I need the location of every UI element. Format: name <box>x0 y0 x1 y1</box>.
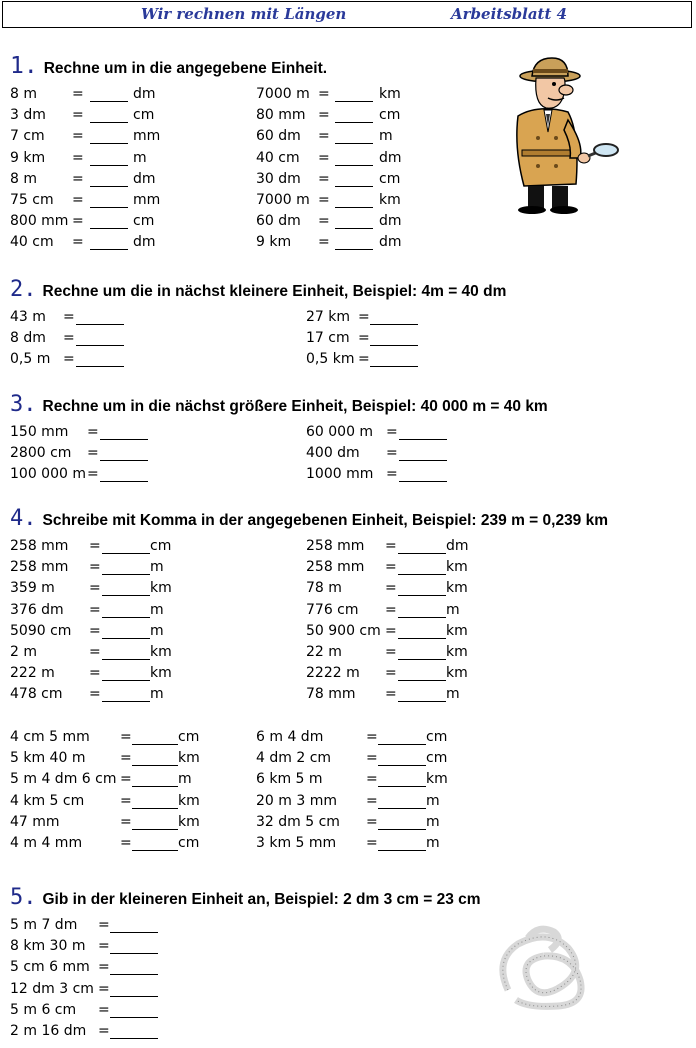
quantity: 43 m <box>10 309 46 325</box>
quantity: 8 km 30 m <box>10 938 86 955</box>
quantity: 400 dm <box>306 445 360 462</box>
quantity: 800 mm <box>10 213 69 230</box>
answer-blank[interactable] <box>378 795 426 809</box>
target-unit: cm <box>178 835 200 851</box>
equals-sign: = <box>72 107 84 124</box>
answer-blank[interactable] <box>132 752 178 766</box>
answer-blank[interactable] <box>90 173 128 187</box>
quantity: 4 dm 2 cm <box>256 750 332 767</box>
target-unit: cm <box>379 170 401 187</box>
section-2-number: 2. <box>10 277 37 302</box>
target-unit: cm <box>150 538 172 554</box>
target-unit: mm <box>133 192 161 208</box>
target-unit: dm <box>133 170 156 187</box>
answer-blank[interactable] <box>100 426 148 440</box>
equals-sign: = <box>318 170 330 187</box>
quantity: 3 dm <box>10 107 46 124</box>
quantity: 32 dm 5 cm <box>256 813 340 830</box>
equals-sign: = <box>87 445 99 462</box>
answer-blank[interactable] <box>90 109 128 123</box>
quantity: 6 km 5 m <box>256 771 323 788</box>
quantity: 150 mm <box>10 424 69 440</box>
answer-blank[interactable] <box>102 688 150 702</box>
answer-blank[interactable] <box>132 816 178 830</box>
section-1-title: Rechne um in die angegebene Einheit. <box>43 60 328 77</box>
answer-blank[interactable] <box>335 88 373 102</box>
quantity: 222 m <box>10 665 55 682</box>
quantity: 100 000 m <box>10 466 86 483</box>
equals-sign: = <box>63 330 75 347</box>
quantity: 12 dm 3 cm <box>10 980 94 997</box>
answer-blank[interactable] <box>132 731 178 745</box>
answer-blank[interactable] <box>102 667 150 681</box>
equals-sign: = <box>120 835 132 851</box>
quantity: 50 900 cm <box>306 622 381 639</box>
quantity: 17 cm <box>306 330 350 347</box>
equals-sign: = <box>72 86 84 102</box>
answer-blank[interactable] <box>90 236 128 250</box>
equals-sign: = <box>318 107 330 124</box>
answer-blank[interactable] <box>100 447 148 461</box>
equals-sign: = <box>385 665 397 682</box>
quantity: 258 mm <box>10 559 69 576</box>
section-2-heading <box>10 277 506 302</box>
equals-sign: = <box>72 128 84 145</box>
equals-sign: = <box>98 1023 110 1039</box>
equals-sign: = <box>72 213 84 230</box>
answer-blank[interactable] <box>110 940 158 954</box>
equals-sign: = <box>120 729 132 745</box>
answer-blank[interactable] <box>110 961 158 975</box>
quantity: 5 cm 6 mm <box>10 959 90 976</box>
target-unit: m <box>426 813 440 830</box>
equals-sign: = <box>358 309 370 325</box>
answer-blank[interactable] <box>335 109 373 123</box>
equals-sign: = <box>98 917 110 933</box>
equals-sign: = <box>318 192 330 208</box>
quantity: 7000 m <box>256 192 310 208</box>
equals-sign: = <box>87 466 99 483</box>
section-1-heading <box>10 53 327 79</box>
answer-blank[interactable] <box>370 353 418 367</box>
target-unit: km <box>150 580 172 597</box>
answer-blank[interactable] <box>370 311 418 325</box>
equals-sign: = <box>366 813 378 830</box>
answer-blank[interactable] <box>399 447 447 461</box>
quantity: 3 km 5 mm <box>256 835 337 851</box>
target-unit: m <box>426 792 440 809</box>
quantity: 7 cm <box>10 128 45 145</box>
equals-sign: = <box>385 622 397 639</box>
section-4-number: 4. <box>10 506 37 531</box>
answer-blank[interactable] <box>102 582 150 596</box>
measuring-tape-illustration <box>488 920 596 1016</box>
quantity: 376 dm <box>10 601 64 618</box>
answer-blank[interactable] <box>102 646 150 660</box>
equals-sign: = <box>318 86 330 102</box>
worksheet-title: Wir rechnen mit Längen <box>141 5 347 23</box>
quantity: 60 dm <box>256 128 301 145</box>
answer-blank[interactable] <box>90 152 128 166</box>
equals-sign: = <box>318 128 330 145</box>
section-2-title: Rechne um die in nächst kleinere Einheit, Beispiel: 4m = 40 dm <box>42 283 507 300</box>
answer-blank[interactable] <box>398 561 446 575</box>
quantity: 2 m 16 dm <box>10 1023 87 1039</box>
answer-blank[interactable] <box>132 773 178 787</box>
answer-blank[interactable] <box>378 731 426 745</box>
answer-blank[interactable] <box>90 130 128 144</box>
answer-blank[interactable] <box>132 837 178 851</box>
equals-sign: = <box>89 686 101 703</box>
quantity: 4 m 4 mm <box>10 835 83 851</box>
quantity: 2 m <box>10 644 37 660</box>
target-unit: km <box>379 192 401 208</box>
quantity: 7000 m <box>256 86 310 102</box>
equals-sign: = <box>120 750 132 767</box>
equals-sign: = <box>366 771 378 788</box>
quantity: 258 mm <box>306 538 365 554</box>
answer-blank[interactable] <box>378 816 426 830</box>
quantity: 40 cm <box>10 234 54 251</box>
target-unit: mm <box>133 128 161 145</box>
equals-sign: = <box>89 580 101 597</box>
answer-blank[interactable] <box>90 215 128 229</box>
target-unit: km <box>150 644 172 660</box>
section-5-title: Gib in der kleineren Einheit an, Beispiel: 2 dm 3 cm = 23 cm <box>42 891 481 908</box>
answer-blank[interactable] <box>110 1004 158 1018</box>
answer-blank[interactable] <box>399 426 447 440</box>
quantity: 478 cm <box>10 686 63 703</box>
quantity: 60 dm <box>256 213 301 230</box>
target-unit: cm <box>178 729 200 745</box>
answer-blank[interactable] <box>335 215 373 229</box>
target-unit: km <box>178 750 200 767</box>
equals-sign: = <box>120 813 132 830</box>
worksheet-header <box>2 1 692 28</box>
equals-sign: = <box>98 959 110 976</box>
answer-blank[interactable] <box>398 625 446 639</box>
answer-blank[interactable] <box>378 837 426 851</box>
equals-sign: = <box>385 644 397 660</box>
quantity: 40 cm <box>256 149 300 166</box>
answer-blank[interactable] <box>335 152 373 166</box>
section-3-number: 3. <box>10 392 37 417</box>
quantity: 20 m 3 mm <box>256 792 337 809</box>
equals-sign: = <box>385 580 397 597</box>
target-unit: km <box>446 665 468 682</box>
target-unit: m <box>446 686 460 703</box>
target-unit: km <box>379 86 401 102</box>
answer-blank[interactable] <box>110 1025 158 1039</box>
quantity: 8 dm <box>10 330 46 347</box>
section-3-heading <box>10 392 548 417</box>
equals-sign: = <box>72 149 84 166</box>
equals-sign: = <box>385 601 397 618</box>
target-unit: m <box>150 686 164 703</box>
answer-blank[interactable] <box>102 604 150 618</box>
target-unit: dm <box>446 538 469 554</box>
equals-sign: = <box>318 149 330 166</box>
quantity: 5 m 4 dm 6 cm <box>10 771 117 788</box>
target-unit: km <box>446 559 468 576</box>
equals-sign: = <box>63 351 75 368</box>
target-unit: dm <box>379 234 402 251</box>
quantity: 1000 mm <box>306 466 374 483</box>
target-unit: m <box>133 149 147 166</box>
answer-blank[interactable] <box>398 582 446 596</box>
equals-sign: = <box>89 665 101 682</box>
answer-blank[interactable] <box>398 646 446 660</box>
quantity: 22 m <box>306 644 342 660</box>
equals-sign: = <box>386 445 398 462</box>
target-unit: m <box>150 622 164 639</box>
target-unit: cm <box>133 107 155 124</box>
equals-sign: = <box>72 192 84 208</box>
answer-blank[interactable] <box>90 194 128 208</box>
section-1-number: 1. <box>10 53 38 79</box>
target-unit: m <box>150 559 164 576</box>
equals-sign: = <box>358 330 370 347</box>
answer-blank[interactable] <box>76 311 124 325</box>
equals-sign: = <box>72 234 84 251</box>
quantity: 5 m 6 cm <box>10 1001 77 1018</box>
equals-sign: = <box>318 213 330 230</box>
answer-blank[interactable] <box>399 468 447 482</box>
equals-sign: = <box>385 686 397 703</box>
quantity: 359 m <box>10 580 55 597</box>
equals-sign: = <box>89 538 101 554</box>
equals-sign: = <box>87 424 99 440</box>
answer-blank[interactable] <box>76 332 124 346</box>
section-3-title: Rechne um in die nächst größere Einheit, Beispiel: 40 000 m = 40 km <box>42 398 548 415</box>
answer-blank[interactable] <box>335 130 373 144</box>
target-unit: m <box>446 601 460 618</box>
equals-sign: = <box>98 980 110 997</box>
answer-blank[interactable] <box>370 332 418 346</box>
target-unit: m <box>150 601 164 618</box>
quantity: 5 m 7 dm <box>10 917 78 933</box>
quantity: 78 mm <box>306 686 356 703</box>
section-5-number: 5. <box>10 885 37 910</box>
quantity: 0,5 km <box>306 351 355 368</box>
detective-illustration <box>488 54 620 216</box>
quantity: 4 km 5 cm <box>10 792 85 809</box>
answer-blank[interactable] <box>398 604 446 618</box>
equals-sign: = <box>89 559 101 576</box>
quantity: 258 mm <box>306 559 365 576</box>
answer-blank[interactable] <box>110 983 158 997</box>
equals-sign: = <box>358 351 370 368</box>
quantity: 776 cm <box>306 601 359 618</box>
equals-sign: = <box>386 424 398 440</box>
answer-blank[interactable] <box>398 667 446 681</box>
equals-sign: = <box>318 234 330 251</box>
quantity: 2800 cm <box>10 445 72 462</box>
equals-sign: = <box>89 622 101 639</box>
quantity: 258 mm <box>10 538 69 554</box>
target-unit: dm <box>379 213 402 230</box>
equals-sign: = <box>385 538 397 554</box>
target-unit: km <box>426 771 448 788</box>
equals-sign: = <box>120 792 132 809</box>
target-unit: dm <box>133 234 156 251</box>
target-unit: m <box>379 128 393 145</box>
answer-blank[interactable] <box>102 625 150 639</box>
quantity: 47 mm <box>10 813 60 830</box>
equals-sign: = <box>386 466 398 483</box>
equals-sign: = <box>89 601 101 618</box>
quantity: 75 cm <box>10 192 54 208</box>
answer-blank[interactable] <box>335 194 373 208</box>
target-unit: dm <box>379 149 402 166</box>
target-unit: km <box>150 665 172 682</box>
answer-blank[interactable] <box>398 540 446 554</box>
answer-blank[interactable] <box>398 688 446 702</box>
answer-blank[interactable] <box>110 919 158 933</box>
equals-sign: = <box>366 750 378 767</box>
quantity: 78 m <box>306 580 342 597</box>
target-unit: km <box>446 580 468 597</box>
target-unit: cm <box>426 750 448 767</box>
quantity: 9 km <box>256 234 292 251</box>
target-unit: cm <box>379 107 401 124</box>
answer-blank[interactable] <box>100 468 148 482</box>
target-unit: m <box>426 835 440 851</box>
quantity: 5090 cm <box>10 622 72 639</box>
target-unit: km <box>178 792 200 809</box>
answer-blank[interactable] <box>90 88 128 102</box>
quantity: 27 km <box>306 309 351 325</box>
equals-sign: = <box>98 1001 110 1018</box>
quantity: 6 m 4 dm <box>256 729 324 745</box>
quantity: 4 cm 5 mm <box>10 729 90 745</box>
equals-sign: = <box>63 309 75 325</box>
equals-sign: = <box>366 835 378 851</box>
equals-sign: = <box>366 729 378 745</box>
target-unit: km <box>178 813 200 830</box>
equals-sign: = <box>98 938 110 955</box>
target-unit: cm <box>133 213 155 230</box>
answer-blank[interactable] <box>378 752 426 766</box>
quantity: 60 000 m <box>306 424 374 440</box>
quantity: 0,5 m <box>10 351 51 368</box>
answer-blank[interactable] <box>132 795 178 809</box>
target-unit: km <box>446 622 468 639</box>
quantity: 8 m <box>10 170 37 187</box>
quantity: 80 mm <box>256 107 306 124</box>
target-unit: km <box>446 644 468 660</box>
equals-sign: = <box>120 771 132 788</box>
worksheet-number: Arbeitsblatt 4 <box>451 5 568 23</box>
quantity: 8 m <box>10 86 37 102</box>
section-4-title: Schreibe mit Komma in der angegebenen Einheit, Beispiel: 239 m = 0,239 km <box>42 512 609 529</box>
target-unit: m <box>178 771 192 788</box>
target-unit: dm <box>133 86 156 102</box>
answer-blank[interactable] <box>378 773 426 787</box>
answer-blank[interactable] <box>335 173 373 187</box>
answer-blank[interactable] <box>102 561 150 575</box>
equals-sign: = <box>385 559 397 576</box>
section-5-heading <box>10 885 481 910</box>
equals-sign: = <box>89 644 101 660</box>
equals-sign: = <box>72 170 84 187</box>
answer-blank[interactable] <box>102 540 150 554</box>
quantity: 30 dm <box>256 170 301 187</box>
quantity: 2222 m <box>306 665 360 682</box>
quantity: 5 km 40 m <box>10 750 86 767</box>
section-4-heading <box>10 506 608 531</box>
answer-blank[interactable] <box>335 236 373 250</box>
answer-blank[interactable] <box>76 353 124 367</box>
target-unit: cm <box>426 729 448 745</box>
equals-sign: = <box>366 792 378 809</box>
quantity: 9 km <box>10 149 46 166</box>
